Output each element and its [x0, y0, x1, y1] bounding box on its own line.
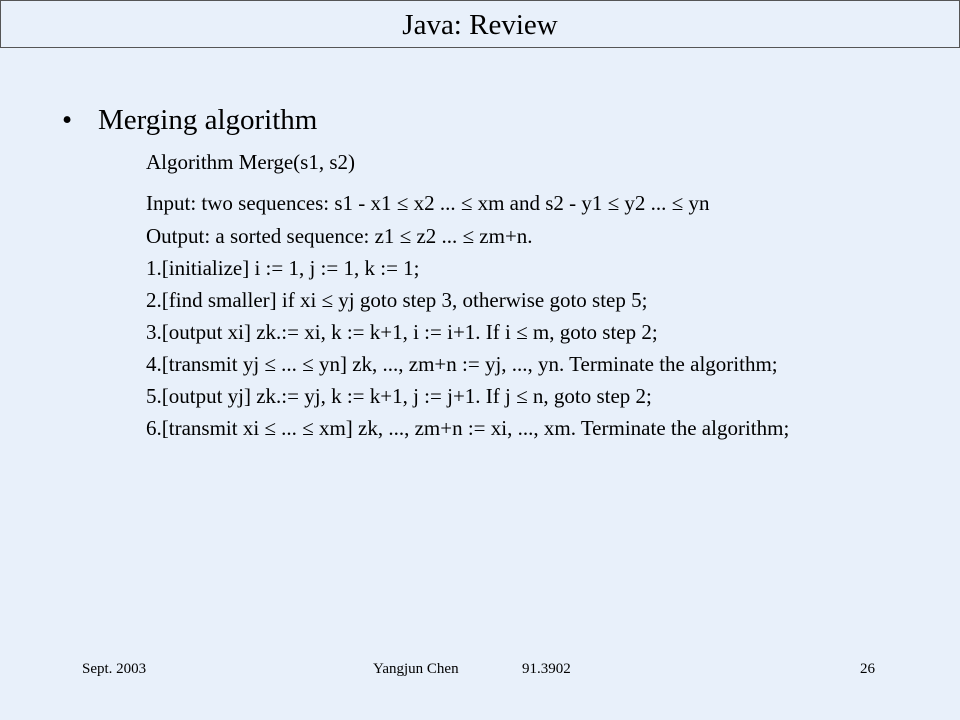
algorithm-line: Algorithm Merge(s1, s2) [146, 150, 356, 174]
footer-date: Sept. 2003 [82, 661, 147, 677]
algorithm-line: Output: a sorted sequence: z1 ≤ z2 ... ≤ zm+n. [146, 224, 533, 248]
algorithm-line: 5.[output yj] zk.:= yj, k := k+1, j := j+1. If j ≤ n, goto step 2; [146, 384, 652, 408]
bullet-icon: • [62, 104, 73, 136]
footer-author: Yangjun Chen [373, 661, 459, 677]
heading-text: Merging algorithm [98, 104, 318, 136]
footer-page-number: 26 [860, 661, 875, 677]
algorithm-line: 6.[transmit xi ≤ ... ≤ xm] zk, ..., zm+n := xi, ..., xm. Terminate the algorithm; [146, 416, 790, 440]
algorithm-line: 2.[find smaller] if xi ≤ yj goto step 3, otherwise goto step 5; [146, 288, 648, 312]
bullet-heading [62, 104, 317, 137]
algorithm-line: 4.[transmit yj ≤ ... ≤ yn] zk, ..., zm+n := yj, ..., yn. Terminate the algorithm; [146, 352, 778, 376]
algorithm-line: 1.[initialize] i := 1, j := 1, k := 1; [146, 256, 420, 280]
algorithm-line: Input: two sequences: s1 - x1 ≤ x2 ... ≤ xm and s2 - y1 ≤ y2 ... ≤ yn [146, 191, 710, 215]
slide-title: Java: Review [0, 0, 960, 48]
algorithm-line: 3.[output xi] zk.:= xi, k := k+1, i := i+1. If i ≤ m, goto step 2; [146, 320, 658, 344]
footer-course: 91.3902 [522, 661, 571, 677]
